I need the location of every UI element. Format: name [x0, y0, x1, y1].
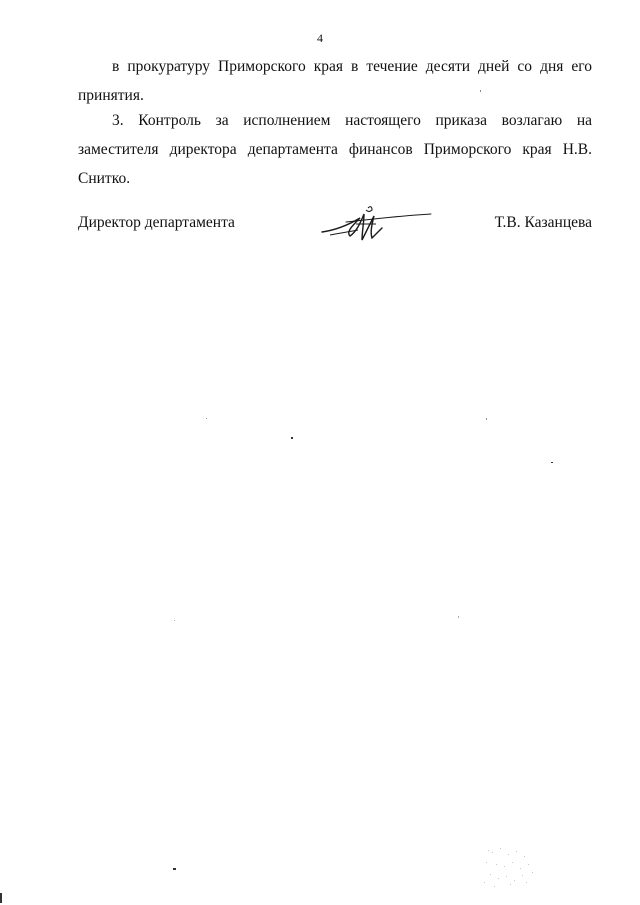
- scan-speck: [291, 437, 293, 439]
- scan-speck: [0, 893, 2, 903]
- scan-speck: [174, 620, 175, 621]
- scan-speck: [551, 462, 553, 463]
- scan-speck: [458, 616, 459, 618]
- signatory-title: Директор департамента: [78, 214, 235, 231]
- signature-block: [78, 210, 592, 250]
- scan-speck: [173, 868, 176, 870]
- scan-speck: [206, 418, 207, 419]
- page-number: 4: [317, 31, 323, 45]
- handwritten-signature: [316, 202, 436, 248]
- scan-speck: [480, 90, 481, 92]
- paragraph-continuation: в прокуратуру Приморского края в течение десяти дней со дня его принятия.: [78, 58, 592, 104]
- scan-speck: [486, 418, 487, 420]
- signatory-name: Т.В. Казанцева: [494, 214, 592, 231]
- scan-noise: [478, 842, 538, 892]
- paragraph-item-3: 3. Контроль за исполнением настоящего приказа возлагаю на заместителя директора департамента финансов Приморского края Н.В. Снитко.: [78, 112, 592, 187]
